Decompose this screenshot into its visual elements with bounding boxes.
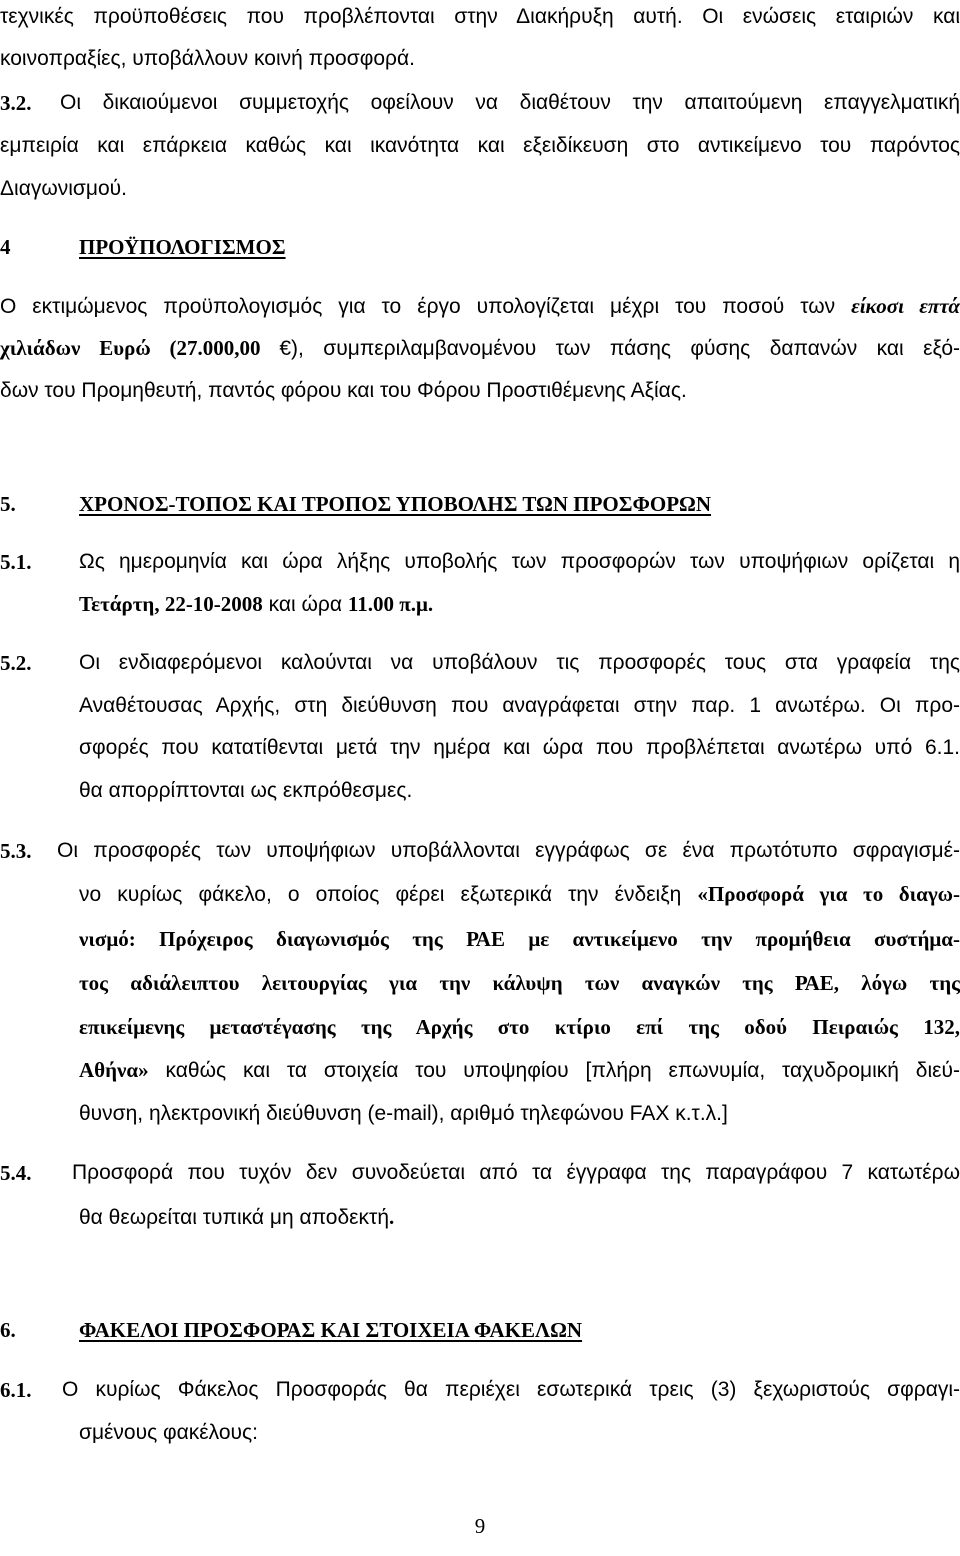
section-number: 5.2. — [0, 651, 32, 675]
text-line: θυνση, ηλεκτρονική διεύθυνση (e-mail), αριθμό τηλεφώνου FAX κ.τ.λ.] — [79, 1102, 728, 1125]
text-line: Διαγωνισμού. — [0, 177, 127, 200]
text-line: Οι προσφορές των υποψήφιων υποβάλλονται εγγράφως σε ένα πρωτότυπο σφραγισμέ- — [57, 839, 960, 862]
text-line: Ο κυρίως Φάκελος Προσφοράς θα περιέχει εσωτερικά τρεις (3) ξεχωριστούς σφραγι- — [62, 1378, 960, 1401]
text-line: εμπειρία και επάρκεια καθώς και ικανότητα και εξειδίκευση στο αντικείμενο του παρόντος — [0, 134, 960, 157]
text-line — [79, 591, 433, 618]
text-line — [79, 1057, 960, 1084]
envelope-label: Αθήνα» — [79, 1058, 149, 1082]
section-number: 3.2. — [0, 91, 32, 115]
text-line: δων του Προμηθευτή, παντός φόρου και του Φόρου Προστιθέμενης Αξίας. — [0, 379, 687, 402]
amount-words: χιλιάδων Ευρώ (27.000,00 — [0, 336, 280, 360]
section-number: 5.1. — [0, 550, 32, 574]
text-line: Οι δικαιούμενοι συμμετοχής οφείλουν να διαθέτουν την απαιτούμενη επαγγελματική — [60, 91, 960, 114]
text-span: . — [389, 1205, 395, 1229]
text-line: κοινοπραξίες, υποβάλλουν κοινή προσφορά. — [0, 47, 415, 70]
text-line — [0, 293, 960, 320]
envelope-label: επικείμενης μεταστέγασης της Αρχής στο κτίριο επί της οδού Πειραιώς 132, — [79, 1015, 960, 1039]
envelope-label: νισμό: Πρόχειρος διαγωνισμός της ΡΑΕ με αντικείμενο την προμήθεια συστήμα- — [79, 927, 960, 951]
text-line: τεχνικές προϋποθέσεις που προβλέπονται στην Διακήρυξη αυτή. Οι ενώσεις εταιριών και — [0, 5, 960, 28]
text-span: Ο εκτιμώμενος προϋπολογισμός για το έργο υπολογίζεται μέχρι του ποσού των — [0, 295, 852, 318]
text-line — [79, 1204, 394, 1231]
text-line — [79, 881, 960, 908]
text-span: €), συμπεριλαμβανομένου των πάσης φύσης δαπανών και εξό- — [279, 337, 960, 360]
section-number: 5. — [0, 492, 16, 516]
text-span: και ώρα — [262, 593, 348, 616]
text-line: θα απορρίπτονται ως εκπρόθεσμες. — [79, 779, 413, 802]
text-line: Αναθέτουσας Αρχής, στη διεύθυνση που αναγράφεται στην παρ. 1 ανωτέρω. Οι προ- — [79, 694, 960, 717]
section-number: 6.1. — [0, 1378, 32, 1402]
section-heading: ΦΑΚΕΛΟΙ ΠΡΟΣΦΟΡΑΣ ΚΑΙ ΣΤΟΙΧΕΙΑ ΦΑΚΕΛΩΝ — [79, 1318, 583, 1342]
section-heading: ΠΡΟΫΠΟΛΟΓΙΣΜΟΣ — [79, 235, 286, 259]
text-line — [0, 335, 960, 362]
section-number: 4 — [0, 235, 11, 259]
deadline-date: Τετάρτη, 22-10-2008 — [79, 592, 263, 616]
section-heading: ΧΡΟΝΟΣ-ΤΟΠΟΣ ΚΑΙ ΤΡΟΠΟΣ ΥΠΟΒΟΛΗΣ ΤΩΝ ΠΡΟΣΦΟΡΩΝ — [79, 492, 712, 516]
text-line: Οι ενδιαφερόμενοι καλούνται να υποβάλουν τις προσφορές τους στα γραφεία της — [79, 651, 960, 674]
section-number: 5.4. — [0, 1161, 32, 1185]
deadline-time: 11.00 π.μ. — [347, 592, 434, 616]
page-number: 9 — [474, 1514, 486, 1538]
text-line: σμένους φακέλους: — [79, 1421, 258, 1444]
text-line: Ως ημερομηνία και ώρα λήξης υποβολής των προσφορών των υποψήφιων ορίζεται η — [79, 550, 960, 573]
amount-words: είκοσι επτά — [851, 294, 960, 318]
text-span: καθώς και τα στοιχεία του υποψηφίου [πλήρη επωνυμία, ταχυδρομική διεύ- — [148, 1059, 960, 1082]
envelope-label: τος αδιάλειπτου λειτουργίας για την κάλυψη των αναγκών της ΡΑΕ, λόγω της — [79, 971, 960, 995]
envelope-label: «Προσφορά για το διαγω- — [697, 882, 960, 906]
text-line: σφορές που κατατίθενται μετά την ημέρα και ώρα που προβλέπεται ανωτέρω υπό 6.1. — [79, 736, 960, 759]
text-span: νο κυρίως φάκελο, ο οποίος φέρει εξωτερικά την ένδειξη — [79, 883, 698, 906]
section-number: 5.3. — [0, 839, 32, 863]
text-span: θα θεωρείται τυπικά μη αποδεκτή — [79, 1206, 390, 1229]
section-number: 6. — [0, 1318, 16, 1342]
text-line: Προσφορά που τυχόν δεν συνοδεύεται από τα έγγραφα της παραγράφου 7 κατωτέρω — [72, 1161, 960, 1184]
